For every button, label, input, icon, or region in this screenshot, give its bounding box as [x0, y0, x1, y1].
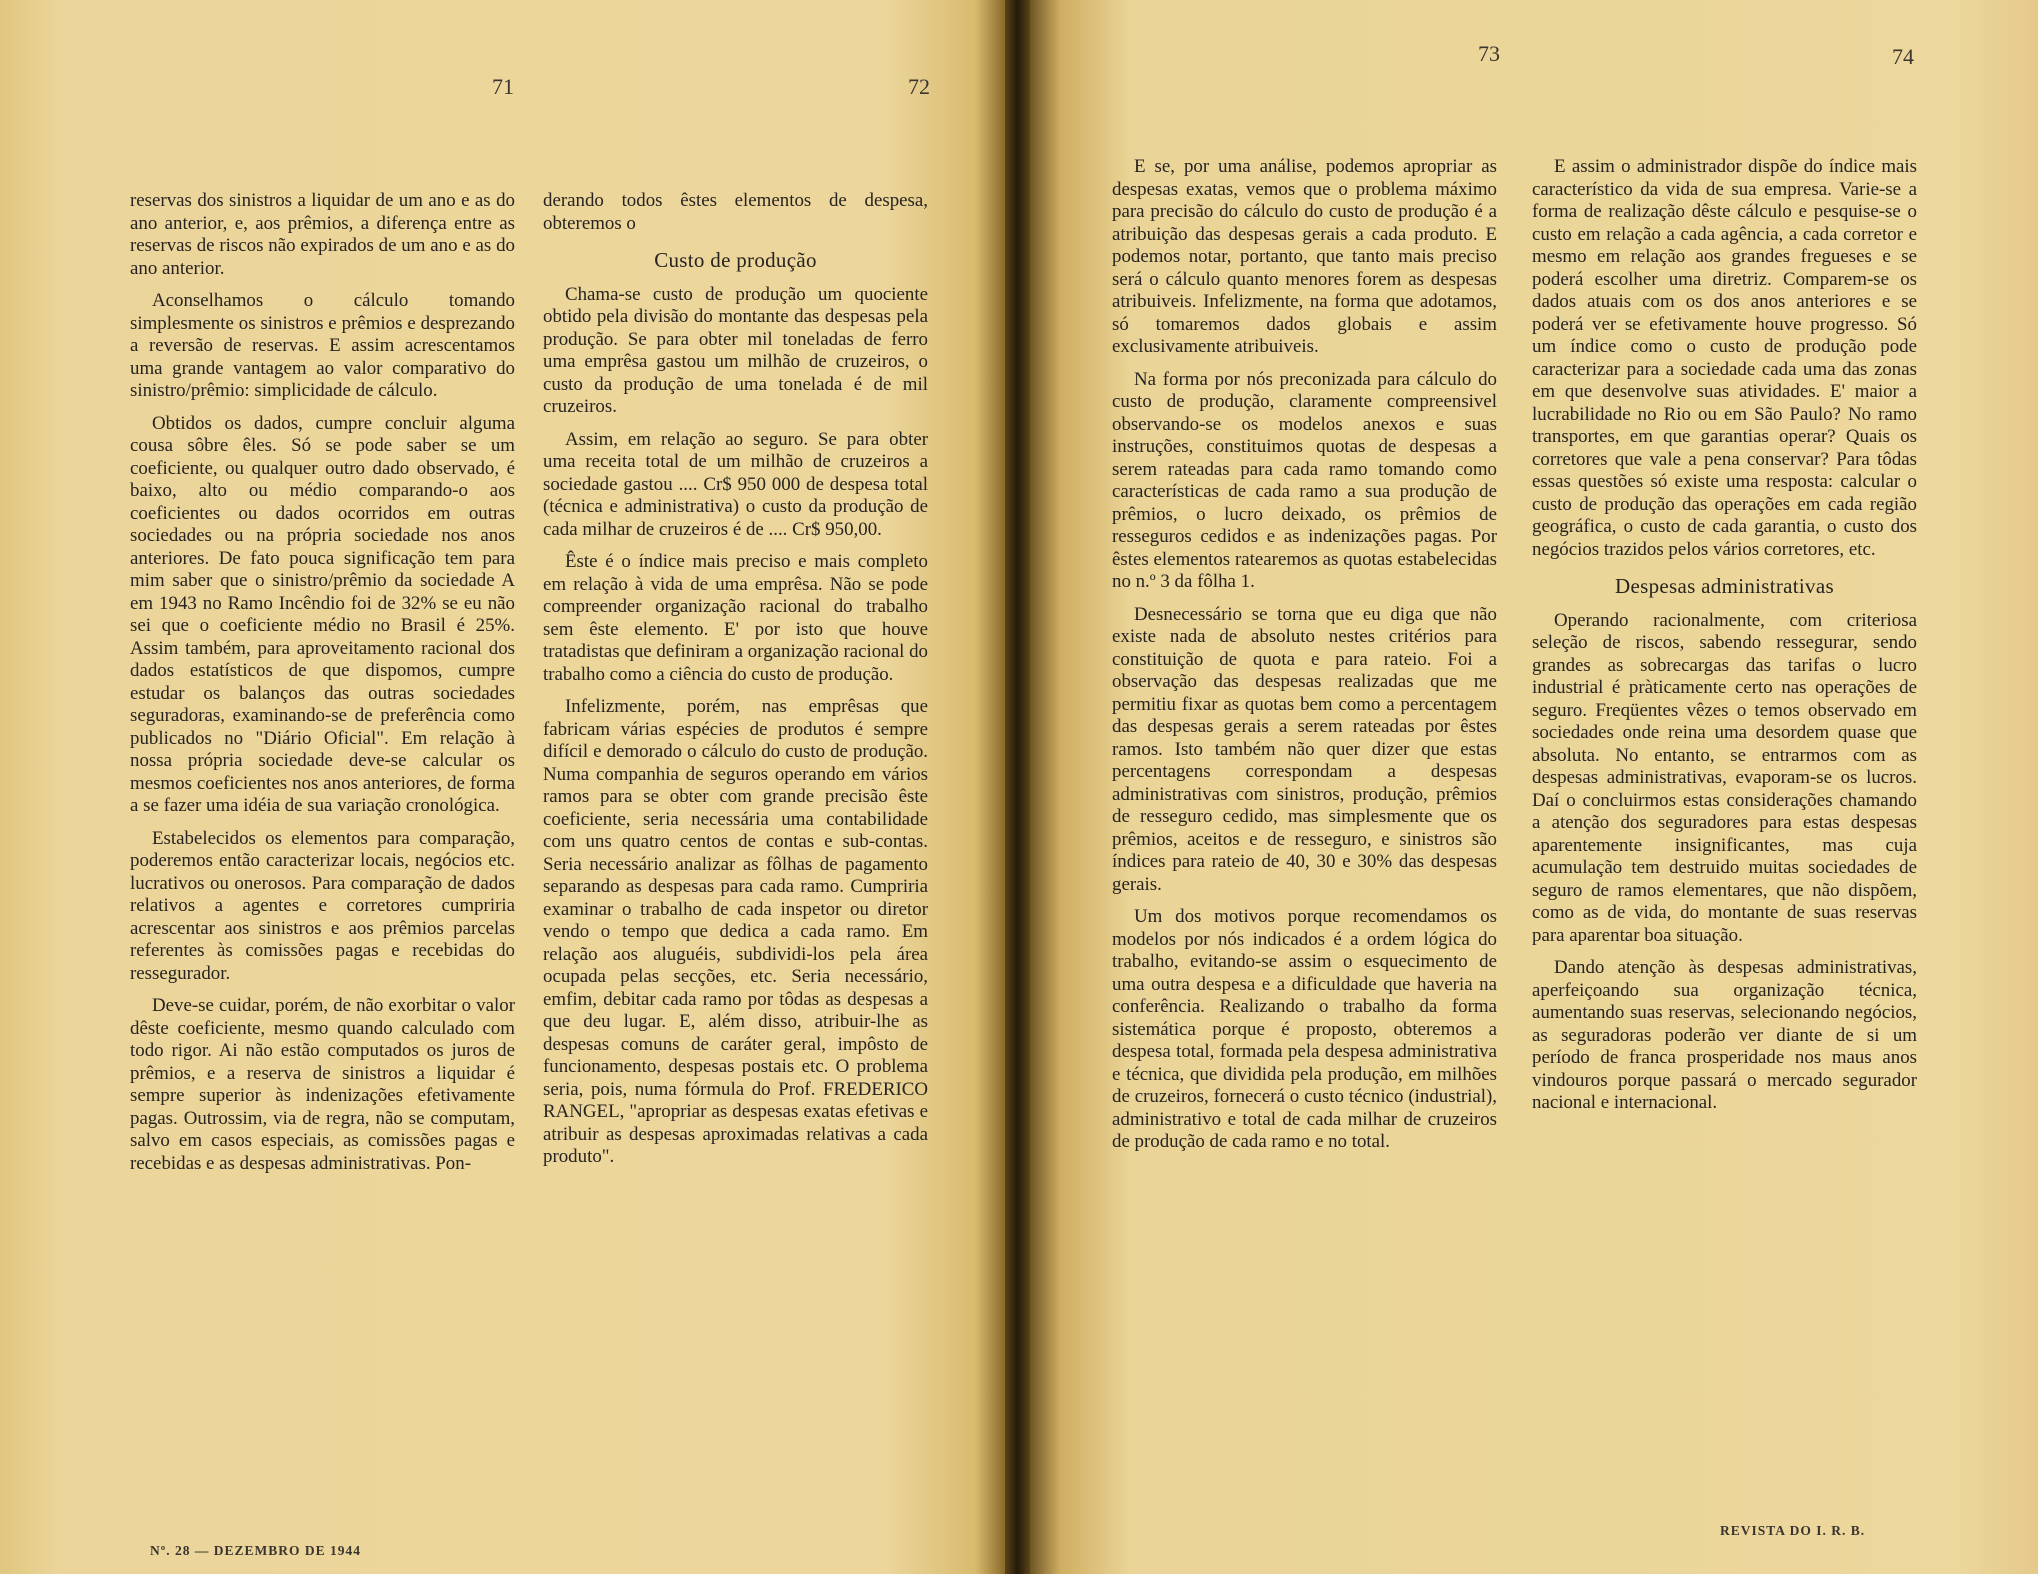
page-number-72: 72: [908, 74, 930, 99]
paragraph: E assim o administrador dispõe do índice mais característico da vida de sua empresa. Varie-se a forma de realização dêste cálculo e pesquise-se o custo em relação a cada agência, a cada corretor e mesmo em relação aos grandes fregueses e se poderá escolher uma diretriz. Comparem-se os dados atuais com os dos anos anteriores e se poderá ver se efetivamente houve progresso. Só um índice como o custo de produção pode caracterizar para a sociedade cada uma das zonas em que desenvolve suas atividades. E' maior a lucrabilidade no Rio ou em São Paulo? No ramo transportes, em que garantias operar? Quais os corretores que vale a pena conservar? Para tôdas essas questões só existe uma resposta: calcular o custo de produção das operações em cada região geográfica, o custo de cada garantia, o custo dos negócios trazidos pelos vários corretores, etc.: [1532, 156, 1917, 560]
paragraph: Um dos motivos porque recomendamos os modelos por nós indicados é a ordem lógica do trabalho, evitando-se assim o esquecimento de uma outra despesa e a dificuldade que haveria na conferência. Realizando o trabalho da forma sistemática porque é proposto, obteremos a despesa total, formada pela despesa administrativa e técnica, que dividida pela produção, em milhões de cruzeiros, fornecerá o custo técnico (industrial), administrativo e total de cada milhar de cruzeiros de produção de cada ramo e no total.: [1112, 906, 1497, 1152]
paragraph: Obtidos os dados, cumpre concluir alguma cousa sôbre êles. Só se pode saber se um coeficiente, ou qualquer outro dado observado, é baixo, alto ou médio comparando-o aos coeficientes ou dados ocorridos em outras sociedades ou na própria sociedade nos anos anteriores. De fato pouca significação tem para mim saber que o sinistro/prêmio da sociedade A em 1943 no Ramo Incêndio foi de 32% se eu não sei que o coeficiente médio no Brasil é 25%. Assim também, para aproveitamento racional dos dados estatísticos de que dispomos, cumpre estudar os balanços das outras sociedades seguradoras, examinando-se de preferência como publicados no "Diário Oficial". Em relação à nossa própria sociedade deve-se calcular os mesmos coeficientes nos anos anteriores, de forma a se fazer uma idéia de sua variação cronológica.: [130, 412, 515, 816]
paragraph: Assim, em relação ao seguro. Se para obter uma receita total de um milhão de cruzeiros a sociedade gastou .... Cr$ 950 000 de despesa total (técnica e administrativa) o custo da produção de cada milhar de cruzeiros é de .... Cr$ 950,00.: [543, 428, 928, 540]
page-number-74: 74: [1892, 44, 1914, 69]
paragraph: Na forma por nós preconizada para cálculo do custo de produção, claramente compreensivel observando-se os modelos anexos e suas instruções, constituimos quotas de despesas a serem rateadas para cada ramo tomando como características de cada ramo a sua produção de prêmios, o lucro deixado, os prêmios de resseguros cedidos e as indenizações pagas. Por êstes elementos ratearemos as quotas estabelecidas no n.º 3 da fôlha 1.: [1112, 368, 1497, 592]
footer-issue-date: Nº. 28 — DEZEMBRO DE 1944: [150, 1543, 361, 1558]
paragraph: E se, por uma análise, podemos apropriar as despesas exatas, vemos que o problema máximo para precisão do cálculo do custo de produção é a atribuição das despesas gerais a cada produto. E podemos notar, portanto, que tanto mais preciso será o cálculo quanto menores forem as despesas atribuiveis. Infelizmente, na forma que adotamos, só tomaremos dados globais e assim exclusivamente atribuiveis.: [1112, 156, 1497, 357]
section-heading: Custo de produção: [654, 248, 817, 272]
page-number-73: 73: [1478, 41, 1500, 66]
column-page-72: [543, 190, 928, 1179]
paragraph: Infelizmente, porém, nas emprêsas que fabricam várias espécies de produtos é sempre difícil e demorado o cálculo do custo de produção. Numa companhia de seguros operando em vários ramos para se obter com grande precisão êste coeficiente, seria necessária uma contabilidade com uns quatro centos de contas e sub-contas. Seria necessário analizar as fôlhas de pagamento separando as despesas para cada ramo. Cumpriria examinar o trabalho de cada inspetor ou diretor vendo o tempo que dedica a cada ramo. Em relação aos aluguéis, subdividi-los pela área ocupada pelas secções, etc. Seria necessário, emfim, debitar cada ramo por tôdas as despesas a que deu lugar. E, além disso, atribuir-lhe as despesas comuns de caráter geral, impôsto de funcionamento, despesas postais etc. O problema seria, pois, numa fórmula do Prof. FREDERICO RANGEL, "apropriar as despesas exatas efetivas e atribuir as despesas aproximadas relativas a cada produto".: [543, 696, 928, 1167]
paragraph: Desnecessário se torna que eu diga que não existe nada de absoluto nestes critérios para constituição de quota e para rateio. Foi a observação das despesas realizadas que me permitiu fixar as quotas bem como a percentagem das despesas gerais a serem rateadas por êstes ramos. Isto também não quer dizer que estas percentagens correspondam a despesas administrativas com sinistros, produção, prêmios de resseguro cedido, mas simplesmente que os prêmios, aceitos e de resseguro, e sinistros são índices para rateio de 40, 30 e 30% das despesas gerais.: [1112, 603, 1497, 895]
footer-journal-name: REVISTA DO I. R. B.: [1720, 1523, 1866, 1538]
paragraph: Aconselhamos o cálculo tomando simplesmente os sinistros e prêmios e desprezando a reversão de reservas. E assim acrescentamos uma grande vantagem ao valor comparativo do sinistro/prêmio: simplicidade de cálculo.: [130, 290, 515, 401]
paragraph: Dando atenção às despesas administrativas, aperfeiçoando sua organização técnica, aumentando suas reservas, selecionando negócios, as seguradoras poderão ver diante de si um período de franca prosperidade nos maus anos vindouros porque passará o mercado segurador nacional e internacional.: [1532, 957, 1917, 1113]
section-heading: Despesas administrativas: [1615, 574, 1834, 598]
page-number-71: 71: [492, 74, 514, 99]
column-page-71: [130, 190, 515, 1185]
paragraph: Deve-se cuidar, porém, de não exorbitar o valor dêste coeficiente, mesmo quando calculado com todo rigor. Ai não estão computados os juros de prêmios, e a reserva de sinistros a liquidar é sempre superior às indenizações efetivamente pagas. Outrossim, via de regra, não se computam, salvo em casos especiais, as comissões pagas e recebidas e as despesas administrativas. Pon-: [130, 995, 515, 1174]
paragraph: Êste é o índice mais preciso e mais completo em relação à vida de uma emprêsa. Não se pode compreender organização racional do trabalho sem êste elemento. E' por isto que houve tratadistas que definiram a organização racional do trabalho como a ciência do custo de produção.: [543, 551, 928, 685]
column-page-73: [1112, 156, 1497, 1164]
book-gutter: [1005, 0, 1030, 1574]
paragraph: Chama-se custo de produção um quociente obtido pela divisão do montante das despesas pela produção. Se para obter mil toneladas de ferro uma emprêsa gastou um milhão de cruzeiros, o custo da produção de uma tonelada é de mil cruzeiros.: [543, 283, 928, 417]
paragraph: reservas dos sinistros a liquidar de um ano e as do ano anterior, e, aos prêmios, a diferença entre as reservas de riscos não expirados de um ano e as do ano anterior.: [130, 190, 515, 279]
paragraph: Operando racionalmente, com criteriosa seleção de riscos, sabendo ressegurar, sendo grandes as sobrecargas das tarifas o lucro industrial é pràticamente certo nas operações de seguro. Freqüentes vêzes o temos observado em sociedades onde reina uma desordem quase que absoluta. No entanto, se entrarmos com as despesas administrativas, evaporam-se os lucros. Daí o concluirmos estas considerações chamando a atenção dos seguradores para estas despesas aparentemente insignificantes, mas cuja acumulação tem destruido muitas sociedades de seguro de ramos elementares, que não dispõem, como as de vida, do montante de suas reservas para aparentar boa situação.: [1532, 609, 1917, 946]
paragraph: Estabelecidos os elementos para comparação, poderemos então caracterizar locais, negócios etc. lucrativos ou onerosos. Para comparação de dados relativos a agentes e corretores cumpriria acrescentar aos sinistros e aos prêmios parcelas referentes às comissões pagas e recebidas do ressegurador.: [130, 827, 515, 984]
paragraph: derando todos êstes elementos de despesa, obteremos o: [543, 190, 928, 234]
column-page-74: [1532, 156, 1917, 1125]
